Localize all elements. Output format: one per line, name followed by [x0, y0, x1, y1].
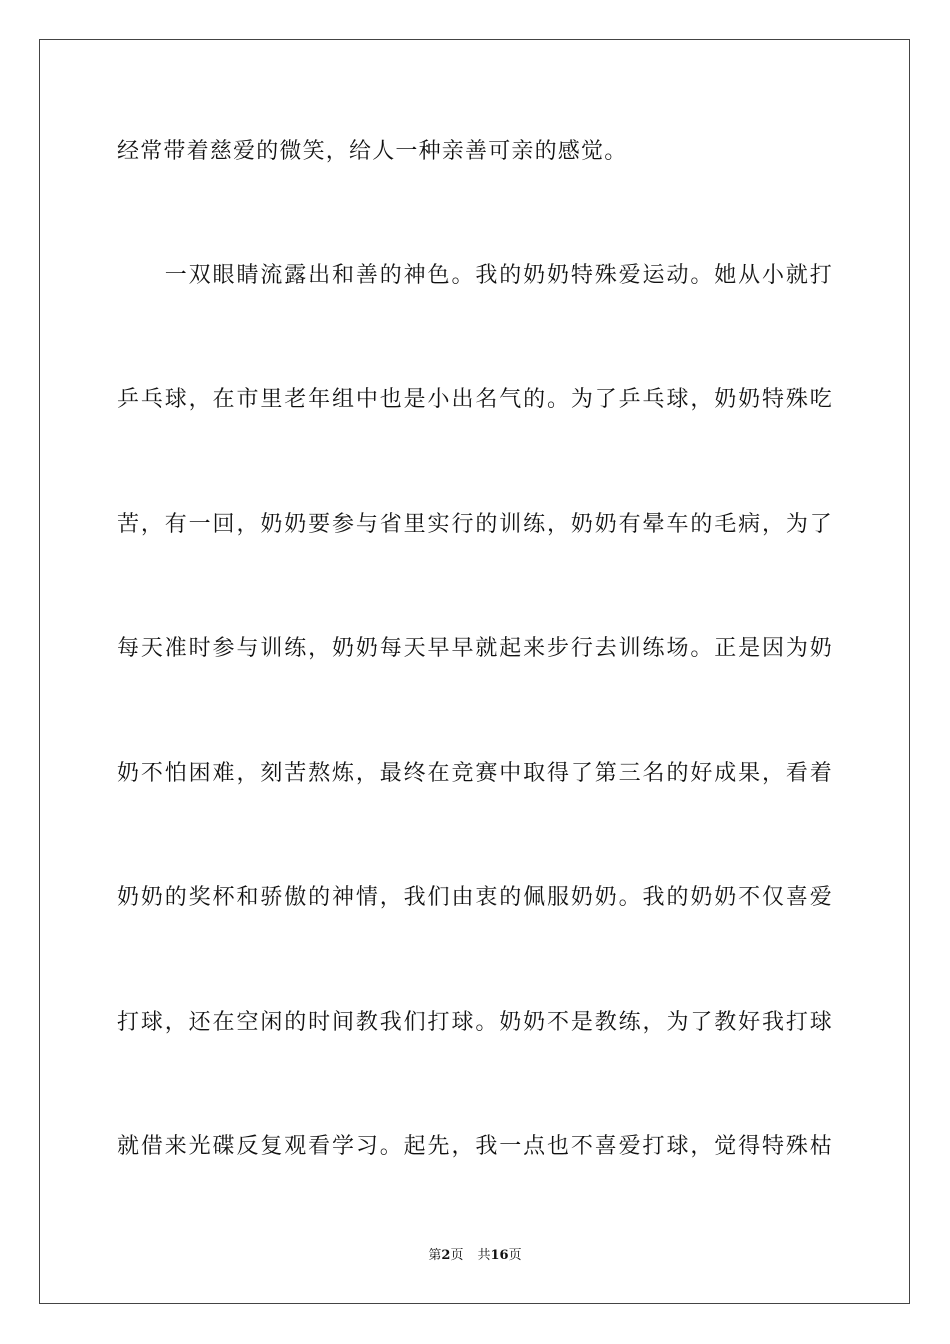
page-border	[39, 39, 910, 1304]
total-pages: 16	[490, 1248, 509, 1263]
text-line-8: 打球，还在空闲的时间教我们打球。奶奶不是教练，为了教好我打球	[117, 1010, 833, 1035]
text-line-9: 就借来光碟反复观看学习。起先，我一点也不喜爱打球，觉得特殊枯	[117, 1134, 833, 1159]
page-footer	[0, 1247, 950, 1265]
text-line-1: 经常带着慈爱的微笑，给人一种亲善可亲的感觉。	[117, 139, 628, 164]
page-number: 2	[441, 1248, 451, 1263]
total-prefix: 共	[477, 1248, 491, 1263]
text-line-6: 奶不怕困难，刻苦熬炼，最终在竞赛中取得了第三名的好成果，看着	[117, 761, 833, 786]
text-line-7: 奶奶的奖杯和骄傲的神情，我们由衷的佩服奶奶。我的奶奶不仅喜爱	[117, 885, 833, 910]
text-line-3: 乒乓球，在市里老年组中也是小出名气的。为了乒乓球，奶奶特殊吃	[117, 387, 833, 412]
page-prefix: 第	[428, 1248, 442, 1263]
total-suffix: 页	[508, 1248, 522, 1263]
text-line-2: 一双眼睛流露出和善的神色。我的奶奶特殊爱运动。她从小就打	[117, 263, 833, 288]
text-line-4: 苦，有一回，奶奶要参与省里实行的训练，奶奶有晕车的毛病，为了	[117, 512, 833, 537]
text-line-5: 每天准时参与训练，奶奶每天早早就起来步行去训练场。正是因为奶	[117, 636, 833, 661]
page-suffix: 页	[450, 1248, 464, 1263]
